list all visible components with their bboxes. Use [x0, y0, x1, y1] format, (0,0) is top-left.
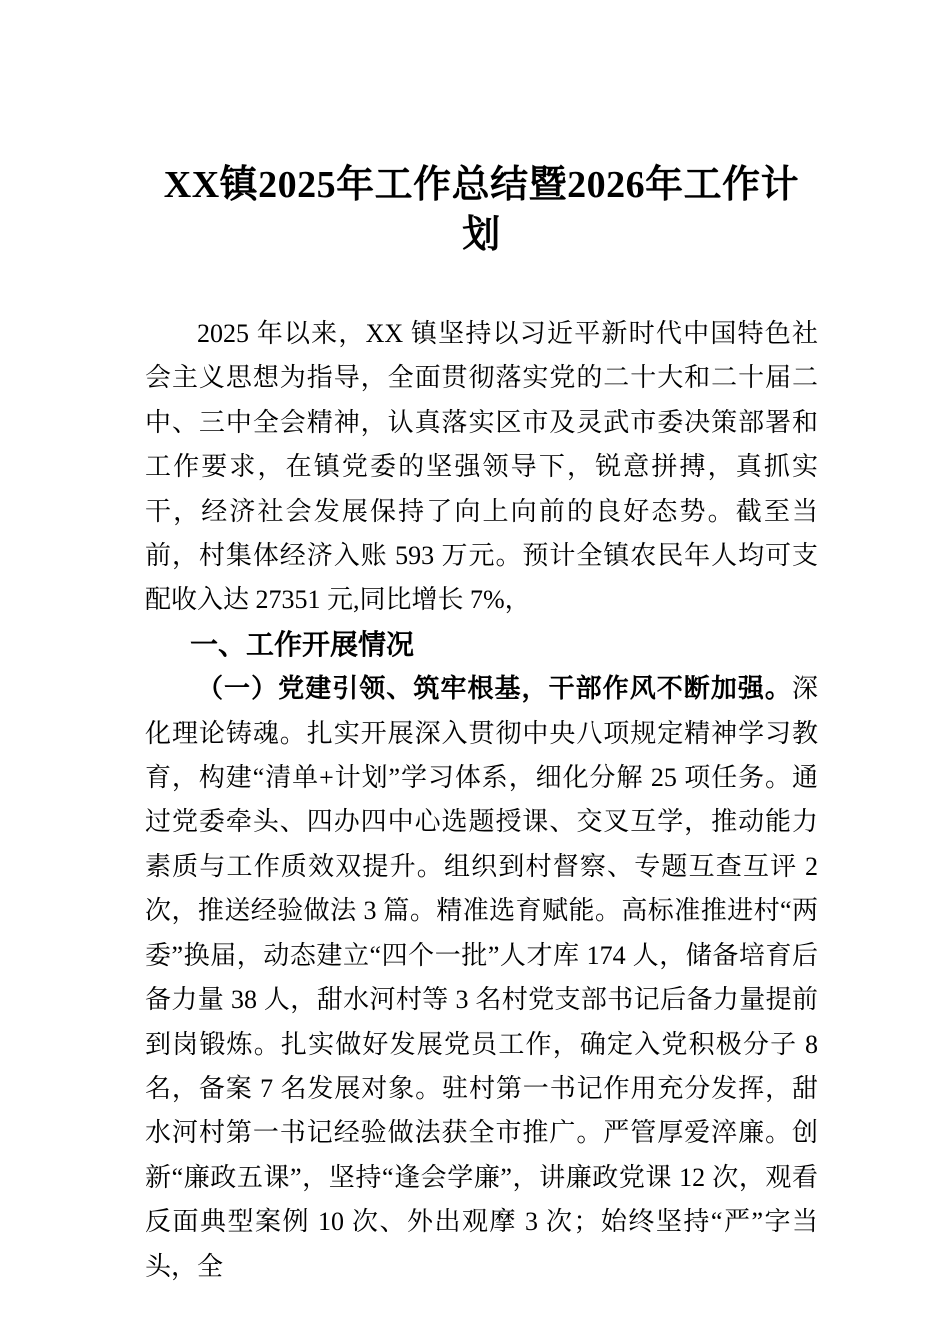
intro-paragraph: 2025 年以来，XX 镇坚持以习近平新时代中国特色社会主义思想为指导，全面贯彻落实党的二十大和二十届二中、三中全会精神，认真落实区市及灵武市委决策部署和工作要求，在镇党委的坚强领导下，锐意拼搏，真抓实干，经济社会发展保持了向上向前的良好态势。截至当前，村集体经济入账 593 万元。预计全镇农民年人均可支配收入达 27351 元,同比增长 7%，: [145, 319, 818, 615]
section-heading-work-progress: 一、工作开展情况: [190, 628, 415, 660]
section1-lead: （一）党建引领、筑牢根基，干部作风不断加强。: [197, 674, 792, 704]
document-title: XX镇2025年工作总结暨2026年工作计划: [163, 164, 800, 256]
section1-body: 深化理论铸魂。扎实开展深入贯彻中央八项规定精神学习教育，构建“清单+计划”学习体系，细化分解 25 项任务。通过党委牵头、四办四中心选题授课、交叉互学，推动能力素质与工作质效双提升。组织到村督察、专题互查互评 2 次，推送经验做法 3 篇。精准选育赋能。高标准推进村“两委”换届，动态建立“四个一批”人才库 174 人，储备培育后备力量 38 人，甜水河村等 3 名村党支部书记后备力量提前到岗锻炼。扎实做好发展党员工作，确定入党积极分子 8 名，备案 7 名发展对象。驻村第一书记作用充分发挥，甜水河村第一书记经验做法获全市推广。严管厚爱淬廉。创新“廉政五课”，坚持“逢会学廉”，讲廉政党课 12 次，观看反面典型案例 10 次、外出观摩 3 次；始终坚持“严”字当头，全: [145, 674, 818, 1281]
section1-paragraph: [145, 667, 818, 1289]
